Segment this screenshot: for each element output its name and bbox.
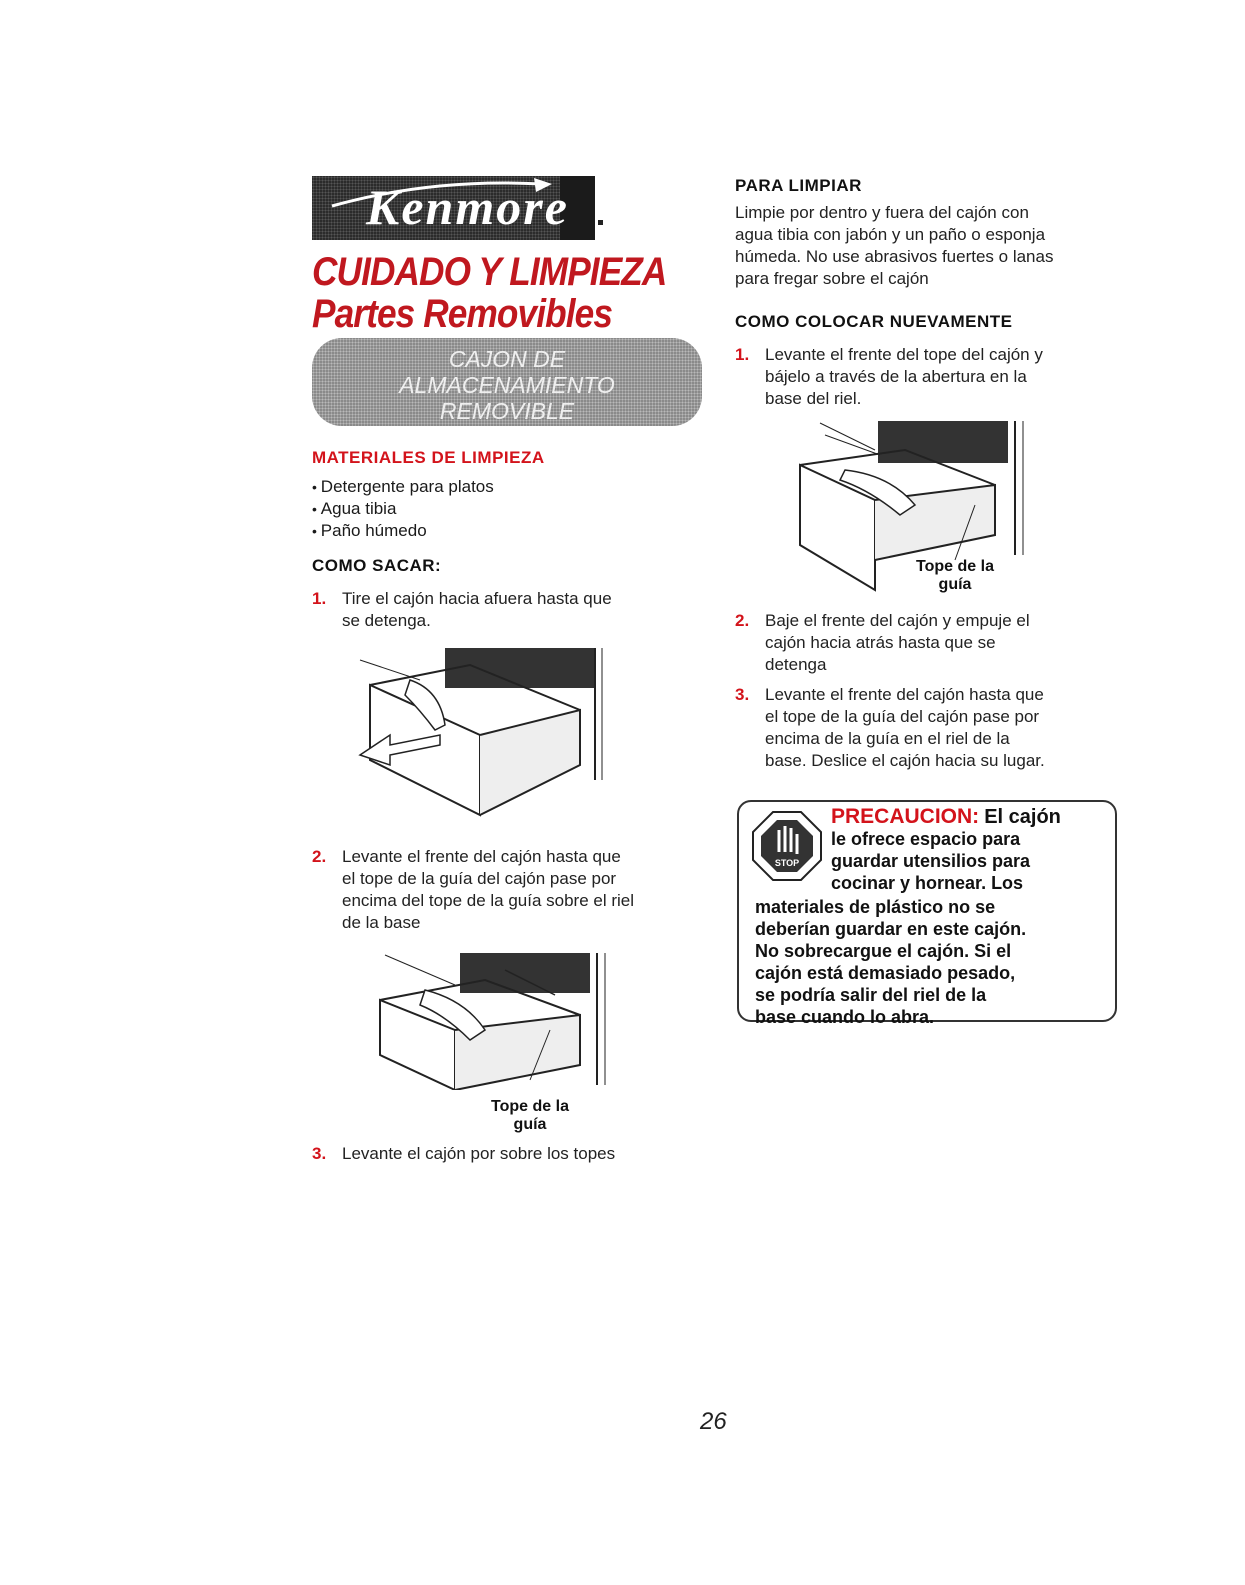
step-line: Levante el frente del cajón hasta que — [765, 685, 1044, 704]
step-line: el tope de la guía del cajón pase por — [765, 707, 1040, 726]
step-number: 2. — [735, 611, 750, 630]
step-line: encima de la guía en el riel de la — [765, 729, 1010, 748]
replace-step-1 — [735, 344, 1125, 412]
step-line: Baje el frente del cajón y empuje el — [765, 611, 1030, 630]
caution-line: base cuando lo abra. — [755, 1007, 935, 1027]
step-line: de la base — [342, 913, 421, 932]
guide-stop-caption — [470, 1098, 590, 1134]
banner-line: ALMACENAMIENTO — [399, 372, 615, 398]
step-text — [342, 588, 612, 632]
remove-step-3 — [312, 1143, 702, 1167]
replace-heading: COMO COLOCAR NUEVAMENTE — [735, 312, 1013, 331]
step-line: encima del tope de la guía sobre el riel — [342, 891, 635, 910]
clean-text — [735, 202, 1125, 290]
banner-text — [312, 346, 702, 424]
step-line: el tope de la guía del cajón pase por — [342, 869, 617, 888]
caution-line: No sobrecargue el cajón. Si el — [755, 941, 1012, 961]
banner-line: REMOVIBLE — [439, 398, 575, 424]
page-title: CUIDADO Y LIMPIEZA — [312, 250, 667, 294]
caption-line: guía — [938, 576, 972, 593]
materials-heading: MATERIALES DE LIMPIEZA — [312, 448, 545, 467]
step-text — [765, 344, 1043, 410]
step-line: base del riel. — [765, 389, 862, 408]
logo-text: Kenmore — [366, 179, 569, 235]
banner-line: CAJON DE — [448, 346, 566, 372]
caption-line: guía — [513, 1116, 547, 1133]
step-number: 1. — [312, 589, 327, 608]
step-number: 1. — [735, 345, 750, 364]
caution-line: El cajón — [984, 806, 1061, 828]
drawer-lift-illustration — [365, 945, 625, 1090]
step-line: Levante el frente del tope del cajón y — [765, 345, 1043, 364]
text-line: Limpie por dentro y fuera del cajón con — [735, 203, 1029, 222]
remove-step-2 — [312, 846, 702, 936]
step-line: bájelo a través de la abertura en la — [765, 367, 1027, 386]
clean-heading: PARA LIMPIAR — [735, 176, 862, 195]
text-line: para fregar sobre el cajón — [735, 269, 929, 288]
caution-line: se podría salir del riel de la — [755, 985, 987, 1005]
list-item: • Detergente para platos — [312, 476, 494, 498]
logo-trademark-dot — [598, 220, 603, 225]
step-line: Levante el frente del cajón hasta que — [342, 847, 621, 866]
materials-list — [312, 476, 494, 542]
step-line: Levante el cajón por sobre los topes — [342, 1144, 616, 1163]
page-subtitle: Partes Removibles — [312, 292, 613, 336]
caution-line: materiales de plástico no se — [755, 897, 996, 917]
caution-line: guardar utensilios para — [831, 851, 1031, 871]
step-line: base. Deslice el cajón hacia su lugar. — [765, 751, 1045, 770]
list-item: • Agua tibia — [312, 498, 494, 520]
list-item: • Paño húmedo — [312, 520, 494, 542]
replace-step-3 — [735, 684, 1135, 774]
caption-line: Tope de la — [916, 558, 994, 575]
remove-heading: COMO SACAR: — [312, 556, 442, 575]
step-text — [342, 846, 634, 934]
caution-line: cocinar y hornear. Los — [831, 873, 1024, 893]
guide-stop-caption — [895, 558, 1015, 594]
step-line: se detenga. — [342, 611, 431, 630]
caution-box — [737, 800, 1117, 1027]
stop-label: STOP — [774, 858, 800, 868]
caution-body — [755, 896, 1115, 1028]
step-text — [765, 684, 1045, 772]
page-number: 26 — [700, 1408, 727, 1435]
step-line: detenga — [765, 655, 827, 674]
caution-line: cajón está demasiado pesado, — [755, 963, 1016, 983]
caption-line: Tope de la — [491, 1098, 569, 1115]
step-line: Tire el cajón hacia afuera hasta que — [342, 589, 612, 608]
remove-step-1 — [312, 588, 692, 634]
caution-line: deberían guardar en este cajón. — [755, 919, 1027, 939]
replace-step-2 — [735, 610, 1125, 678]
step-number: 2. — [312, 847, 327, 866]
step-line: cajón hacia atrás hasta que se — [765, 633, 996, 652]
caution-title: PRECAUCION: — [831, 805, 980, 828]
drawer-pull-illustration — [350, 640, 620, 830]
text-line: agua tibia con jabón y un paño o esponja — [735, 225, 1046, 244]
caution-header — [831, 806, 1111, 894]
kenmore-logo — [312, 176, 595, 240]
caution-line: le ofrece espacio para — [831, 829, 1021, 849]
step-text — [342, 1143, 615, 1165]
stop-hand-icon — [751, 810, 823, 882]
section-banner — [312, 338, 702, 426]
step-text — [765, 610, 1030, 676]
text-line: húmeda. No use abrasivos fuertes o lanas — [735, 247, 1054, 266]
step-number: 3. — [312, 1144, 327, 1163]
step-number: 3. — [735, 685, 750, 704]
